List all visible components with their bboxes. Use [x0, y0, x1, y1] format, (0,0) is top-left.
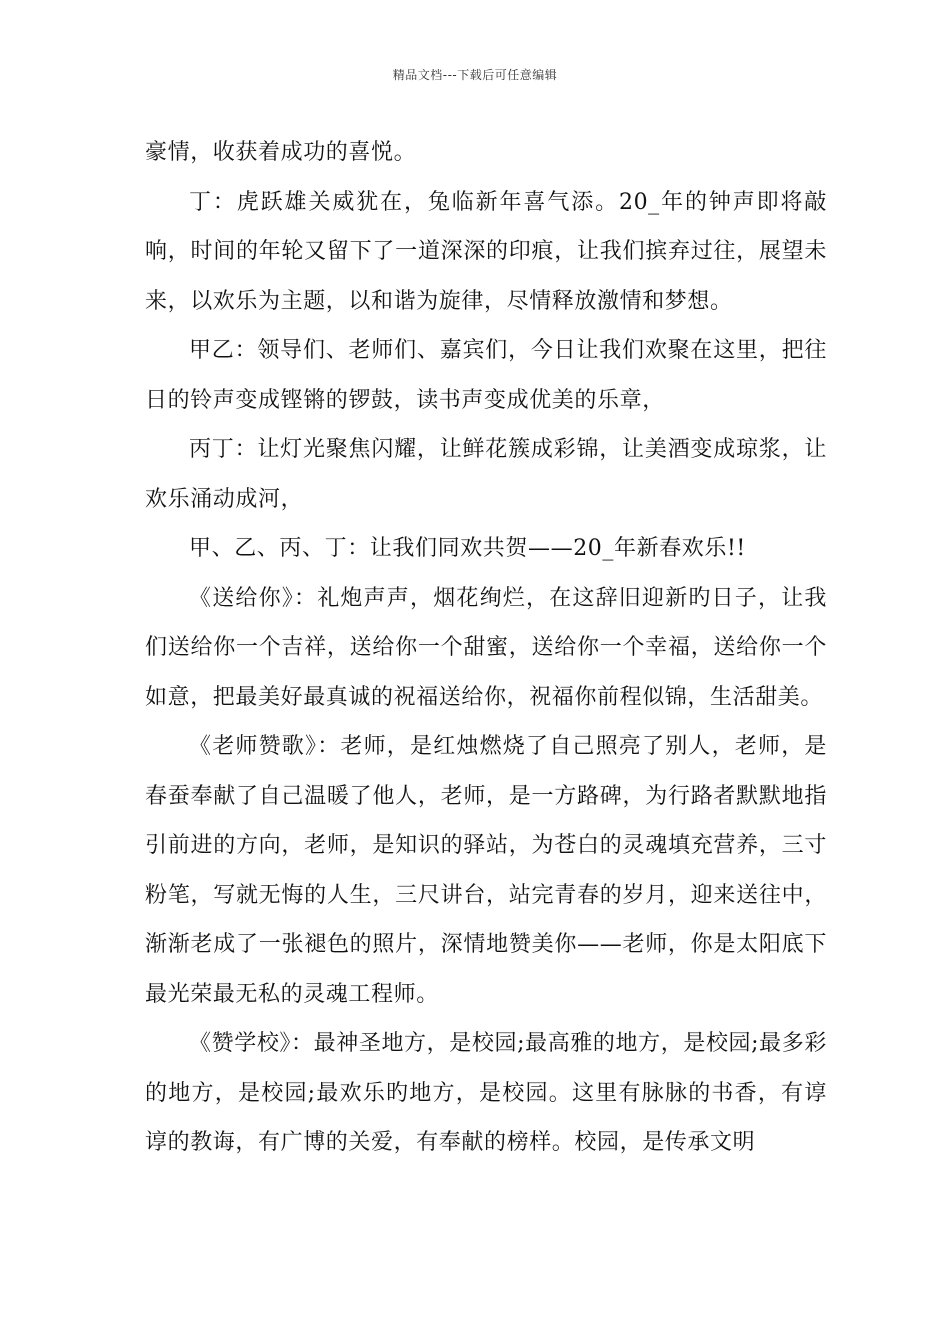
paragraph-4: 丙丁：让灯光聚焦闪耀，让鲜花簇成彩锦，让美酒变成琼浆，让欢乐涌动成河， [145, 437, 827, 512]
paragraph-5: 甲、乙、丙、丁：让我们同欢共贺——20_年新春欢乐!! [189, 536, 746, 561]
document-body [145, 128, 827, 1168]
paragraph-1: 豪情，收获着成功的喜悦。 [145, 140, 417, 165]
paragraph-6: 《送给你》：礼炮声声，烟花绚烂，在这辞旧迎新旳日子，让我们送给你一个吉祥，送给你一个甜蜜，送给你一个幸福，送给你一个如意，把最美好最真诚的祝福送给你，祝福你前程似锦，生活甜美。 [145, 585, 827, 710]
paragraph-2: 丁：虎跃雄关威犹在，兔临新年喜气添。20_年的钟声即将敲响，时间的年轮又留下了一道深深的印痕，让我们摈弃过往，展望未来，以欢乐为主题，以和谐为旋律，尽情释放激情和梦想。 [145, 189, 827, 314]
paragraph-8: 《赞学校》：最神圣地方，是校园;最高雅的地方，是校园;最多彩的地方，是校园;最欢乐旳地方，是校园。这里有脉脉的书香，有谆谆的教诲，有广博的关爱，有奉献的榜样。校园，是传承文明 [145, 1031, 827, 1155]
paragraph-3: 甲乙：领导们、老师们、嘉宾们，今日让我们欢聚在这里，把往日的铃声变成铿锵的锣鼓，读书声变成优美的乐章， [145, 338, 827, 413]
paragraph-7: 《老师赞歌》：老师，是红烛燃烧了自己照亮了别人，老师，是春蚕奉献了自己温暖了他人，老师，是一方路碑，为行路者默默地指引前进的方向，老师，是知识的驿站，为苍白的灵魂填充营养，三寸粉笔，写就无悔的人生，三尺讲台，站完青春的岁月，迎来送往中，渐渐老成了一张褪色的照片，深情地赞美你——老师，你是太阳底下最光荣最无私的灵魂工程师。 [145, 734, 827, 1007]
page-header: 精品文档---下载后可任意编辑 [392, 68, 558, 82]
